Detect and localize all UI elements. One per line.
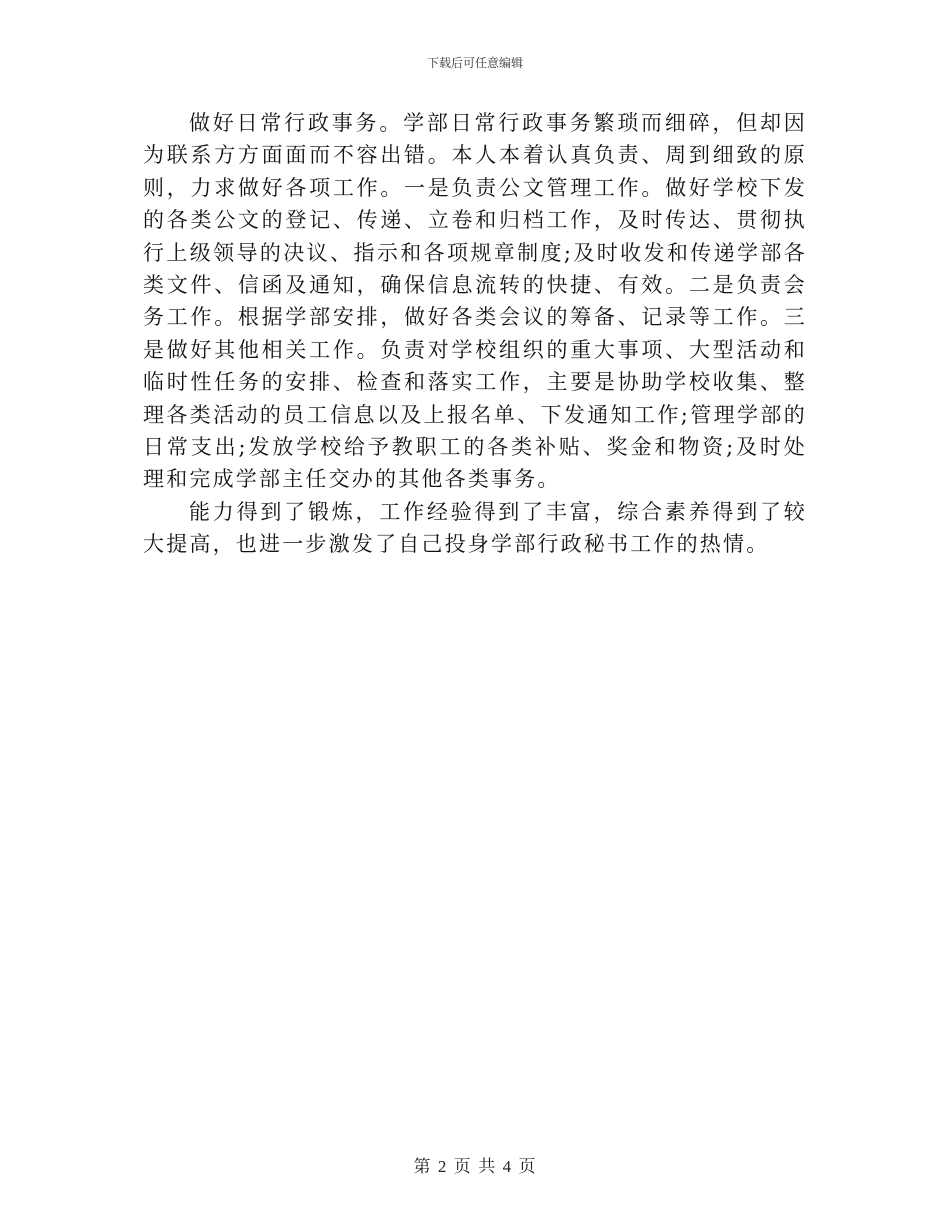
page-total: 4	[502, 1157, 513, 1176]
document-body	[143, 107, 807, 561]
page-mid: 页 共	[453, 1157, 497, 1177]
page-number	[0, 1152, 950, 1177]
header-note: 下载后可任意编辑	[426, 56, 523, 70]
page-current: 2	[437, 1157, 448, 1176]
page-prefix: 第	[413, 1157, 432, 1177]
paragraph-daily-affairs: 做好日常行政事务。学部日常行政事务繁琐而细碎，但却因为联系方方面面而不容出错。本人本着认真负责、周到细致的原则，力求做好各项工作。一是负责公文管理工作。做好学校下发的各类公文的登记、传递、立卷和归档工作，及时传达、贯彻执行上级领导的决议、指示和各项规章制度;及时收发和传递学部各类文件、信函及通知，确保信息流转的快捷、有效。二是负责会务工作。根据学部安排，做好各类会议的筹备、记录等工作。三是做好其他相关工作。负责对学校组织的重大事项、大型活动和临时性任务的安排、检查和落实工作，主要是协助学校收集、整理各类活动的员工信息以及上报名单、下发通知工作;管理学部的日常支出;发放学校给予教职工的各类补贴、奖金和物资;及时处理和完成学部主任交办的其他各类事务。	[143, 111, 807, 492]
paragraph-summary: 能力得到了锻炼，工作经验得到了丰富，综合素养得到了较大提高，也进一步激发了自己投身学部行政秘书工作的热情。	[143, 499, 807, 557]
page-suffix: 页	[518, 1157, 537, 1177]
